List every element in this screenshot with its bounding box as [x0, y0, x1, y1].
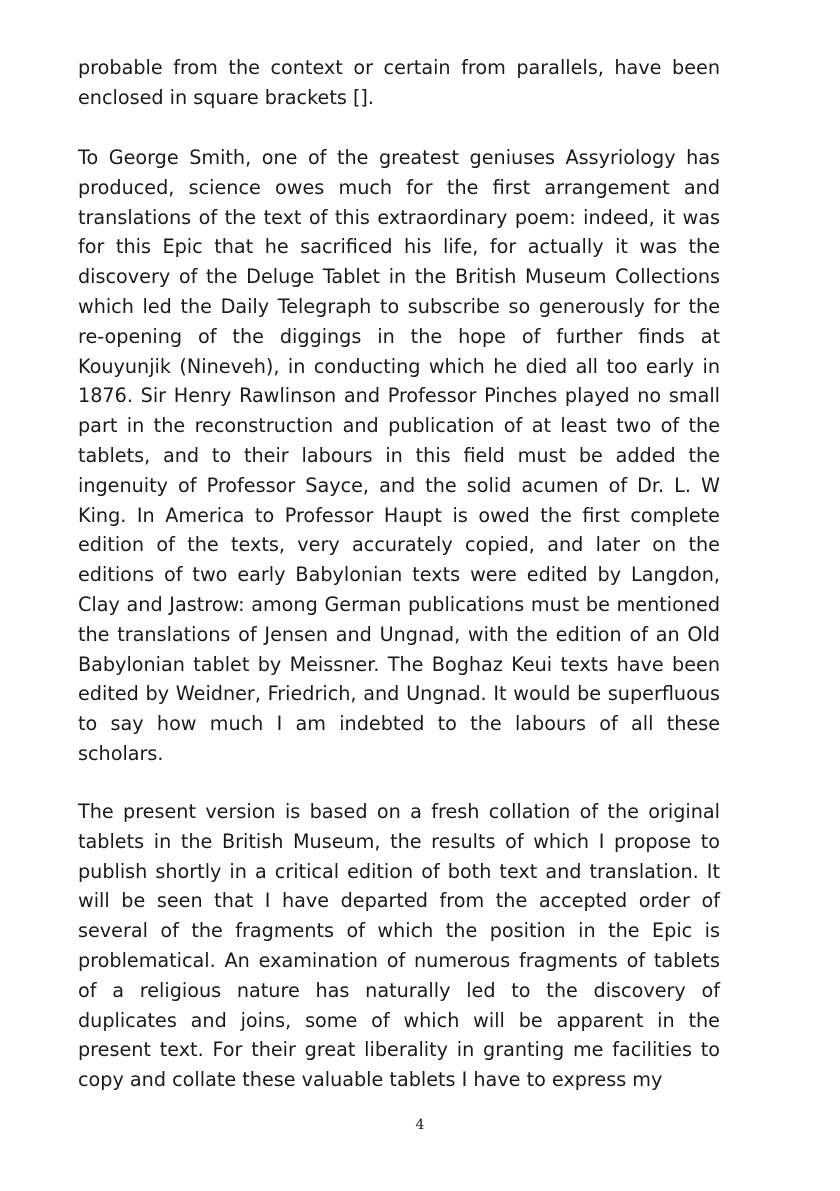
paragraph-acknowledgements: [78, 143, 720, 769]
paragraph-present-version: [78, 797, 720, 1095]
paragraph-continuation: [78, 53, 720, 113]
paragraph-text: The present version is based on a fresh collation of the original tablets in the British Museum, the results of which I propose to publish shortly in a critical edition of both text and translation. It will be seen that I have departed from the accepted order of several of the fragments of which the position in the Epic is problematical. An examination of numerous fragments of tablets of a religious nature has naturally led to the discovery of duplicates and joins, some of which will be apparent in the present text. For their great liberality in granting me facilities to copy and collate these valuable tablets I have to express my: [78, 800, 720, 1092]
page-number: 4: [415, 1117, 425, 1133]
paragraph-text: To George Smith, one of the greatest geniuses Assyriology has produced, science owes much for the first arrangement and translations of the text of this extraordinary poem: indeed, it was for this Epic that he sacrificed his life, for actually it was the discovery of the Deluge Tablet in the British Museum Collections which led the Daily Telegraph to subscribe so generously for the re-opening of the diggings in the hope of further finds at Kouyunjik (Nineveh), in conducting which he died all too early in 1876. Sir Henry Rawlinson and Professor Pinches played no small part in the reconstruction and publication of at least two of the tablets, and to their labours in this field must be added the ingenuity of Professor Sayce, and the solid acumen of Dr. L. W King. In America to Professor Haupt is owed the first complete edition of the texts, very accurately copied, and later on the editions of two early Babylonian texts were edited by Langdon, Clay and Jastrow: among German publications must be mentioned the translations of Jensen and Ungnad, with the edition of an Old Babylonian tablet by Meissner. The Boghaz Keui texts have been edited by Weidner, Friedrich, and Ungnad. It would be superfluous to say how much I am indebted to the labours of all these scholars.: [78, 146, 720, 765]
paragraph-text: probable from the context or certain from parallels, have been enclosed in square brackets [].: [78, 56, 720, 109]
